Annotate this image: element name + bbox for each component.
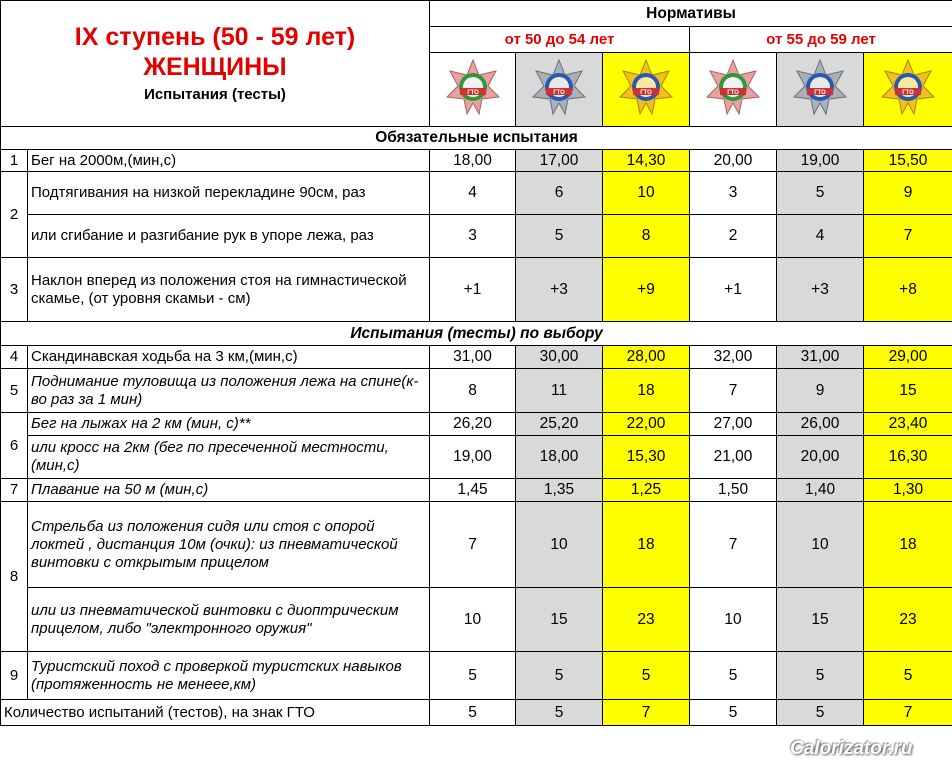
norms-header: Нормативы [430, 1, 952, 27]
value-silver: 25,20 [516, 413, 603, 436]
value-silver: 15 [777, 588, 864, 652]
table-row-total [1, 700, 952, 726]
table-row [1, 172, 952, 215]
test-name: Скандинавская ходьба на 3 км,(мин,с) [28, 346, 430, 369]
value-gold: 1,25 [603, 479, 690, 502]
value-bronze: 1,45 [430, 479, 516, 502]
table-row [1, 479, 952, 502]
value-bronze: 18,00 [430, 150, 516, 172]
value-gold: 18 [603, 369, 690, 413]
value-gold: 23 [864, 588, 952, 652]
test-name: Плавание на 50 м (мин,с) [28, 479, 430, 502]
title-block [1, 1, 430, 127]
table-row [1, 346, 952, 369]
value-bronze: 27,00 [690, 413, 777, 436]
value-bronze: 7 [430, 502, 516, 588]
row-index: 4 [1, 346, 28, 369]
value-gold: 28,00 [603, 346, 690, 369]
value-bronze: +1 [430, 258, 516, 322]
value-gold: 23,40 [864, 413, 952, 436]
svg-text:ГТО: ГТО [727, 90, 739, 96]
svg-text:ГТО: ГТО [902, 90, 914, 96]
value-gold: 5 [864, 652, 952, 700]
value-gold: 18 [864, 502, 952, 588]
total-label: Количество испытаний (тестов), на знак ГТО [1, 700, 430, 726]
value-gold: 7 [603, 700, 690, 726]
badge-gold-2 [864, 53, 952, 127]
value-bronze: 5 [690, 700, 777, 726]
subtitle-tests: Испытания (тесты) [144, 85, 286, 103]
value-silver: +3 [777, 258, 864, 322]
gold-badge-icon [616, 57, 676, 117]
value-silver: 20,00 [777, 436, 864, 479]
row-index: 2 [1, 172, 28, 258]
test-name: Поднимание туловища из положения лежа на спине(к-во раз за 1 мин) [28, 369, 430, 413]
badge-bronze-1 [430, 53, 516, 127]
row-index: 3 [1, 258, 28, 322]
value-silver: 17,00 [516, 150, 603, 172]
value-silver: 30,00 [516, 346, 603, 369]
test-name: Подтягивания на низкой перекладине 90см, раз [28, 172, 430, 215]
value-gold: 18 [603, 502, 690, 588]
value-gold: 22,00 [603, 413, 690, 436]
section-optional: Испытания (тесты) по выбору [1, 322, 952, 346]
value-gold: 15 [864, 369, 952, 413]
row-index: 5 [1, 369, 28, 413]
value-silver: 5 [777, 700, 864, 726]
test-name: Бег на лыжах на 2 км (мин, с)** [28, 413, 430, 436]
value-silver: 31,00 [777, 346, 864, 369]
value-silver: 10 [516, 502, 603, 588]
test-name: Бег на 2000м,(мин,с) [28, 150, 430, 172]
table-row [1, 652, 952, 700]
value-silver: 11 [516, 369, 603, 413]
svg-text:ГТО: ГТО [814, 90, 826, 96]
section-mandatory: Обязательные испытания [1, 127, 952, 150]
table-row [1, 502, 952, 588]
value-silver: 5 [516, 700, 603, 726]
table-row [1, 413, 952, 436]
watermark: Calorizator.ru [790, 738, 913, 759]
table-row [1, 150, 952, 172]
value-bronze: 19,00 [430, 436, 516, 479]
silver-badge-icon [790, 57, 850, 117]
value-silver: +3 [516, 258, 603, 322]
value-bronze: 5 [430, 652, 516, 700]
test-name: или сгибание и разгибание рук в упоре лежа, раз [28, 215, 430, 258]
value-bronze: 1,50 [690, 479, 777, 502]
value-silver: 26,00 [777, 413, 864, 436]
bronze-badge-icon [443, 57, 503, 117]
value-gold: 7 [864, 700, 952, 726]
title-gender: ЖЕНЩИНЫ [143, 52, 287, 81]
table-row [1, 436, 952, 479]
badge-silver-2 [777, 53, 864, 127]
value-bronze: 7 [690, 502, 777, 588]
value-gold: 8 [603, 215, 690, 258]
table-row [1, 258, 952, 322]
bronze-badge-icon [703, 57, 763, 117]
value-bronze: 21,00 [690, 436, 777, 479]
age-group-55-59: от 55 до 59 лет [690, 27, 952, 53]
test-name: или из пневматической винтовки с диоптрическим прицелом, либо "электронного оружия" [28, 588, 430, 652]
value-gold: 16,30 [864, 436, 952, 479]
value-bronze: 10 [690, 588, 777, 652]
value-gold: 23 [603, 588, 690, 652]
value-gold: +8 [864, 258, 952, 322]
table-row [1, 588, 952, 652]
table-row [1, 369, 952, 413]
silver-badge-icon [529, 57, 589, 117]
row-index: 1 [1, 150, 28, 172]
row-index: 9 [1, 652, 28, 700]
value-bronze: 8 [430, 369, 516, 413]
badge-bronze-2 [690, 53, 777, 127]
value-silver: 5 [516, 652, 603, 700]
value-bronze: 26,20 [430, 413, 516, 436]
value-silver: 18,00 [516, 436, 603, 479]
test-name: Наклон вперед из положения стоя на гимнастической скамье, (от уровня скамьи - см) [28, 258, 430, 322]
gold-badge-icon [878, 57, 938, 117]
test-name: или кросс на 2км (бег по пресеченной местности, (мин,с) [28, 436, 430, 479]
value-gold: 9 [864, 172, 952, 215]
value-gold: 1,30 [864, 479, 952, 502]
value-bronze: 3 [430, 215, 516, 258]
value-silver: 19,00 [777, 150, 864, 172]
value-gold: +9 [603, 258, 690, 322]
row-index: 8 [1, 502, 28, 652]
svg-text:ГТО: ГТО [553, 90, 565, 96]
test-name: Стрельба из положения сидя или стоя с опорой локтей , дистанция 10м (очки): из пневматической винтовки с открытым прицелом [28, 502, 430, 588]
test-name: Туристский поход с проверкой туристских навыков (протяженность не менеее,км) [28, 652, 430, 700]
value-gold: 29,00 [864, 346, 952, 369]
value-silver: 5 [777, 172, 864, 215]
value-silver: 15 [516, 588, 603, 652]
value-bronze: 32,00 [690, 346, 777, 369]
svg-text:ГТО: ГТО [640, 90, 652, 96]
value-gold: 15,50 [864, 150, 952, 172]
value-silver: 6 [516, 172, 603, 215]
value-bronze: +1 [690, 258, 777, 322]
value-gold: 7 [864, 215, 952, 258]
svg-text:ГТО: ГТО [466, 90, 479, 96]
value-bronze: 2 [690, 215, 777, 258]
table-row [1, 215, 952, 258]
badge-silver-1 [516, 53, 603, 127]
value-silver: 5 [516, 215, 603, 258]
value-silver: 5 [777, 652, 864, 700]
age-group-50-54: от 50 до 54 лет [430, 27, 690, 53]
value-silver: 9 [777, 369, 864, 413]
value-gold: 14,30 [603, 150, 690, 172]
value-silver: 4 [777, 215, 864, 258]
row-index: 7 [1, 479, 28, 502]
value-bronze: 7 [690, 369, 777, 413]
value-bronze: 4 [430, 172, 516, 215]
value-gold: 5 [603, 652, 690, 700]
value-silver: 1,40 [777, 479, 864, 502]
value-bronze: 5 [430, 700, 516, 726]
value-gold: 15,30 [603, 436, 690, 479]
value-bronze: 5 [690, 652, 777, 700]
badge-gold-1 [603, 53, 690, 127]
value-silver: 1,35 [516, 479, 603, 502]
value-bronze: 31,00 [430, 346, 516, 369]
value-silver: 10 [777, 502, 864, 588]
value-bronze: 3 [690, 172, 777, 215]
value-bronze: 10 [430, 588, 516, 652]
value-gold: 10 [603, 172, 690, 215]
row-index: 6 [1, 413, 28, 479]
value-bronze: 20,00 [690, 150, 777, 172]
title-stage: IX ступень (50 - 59 лет) [74, 22, 356, 51]
